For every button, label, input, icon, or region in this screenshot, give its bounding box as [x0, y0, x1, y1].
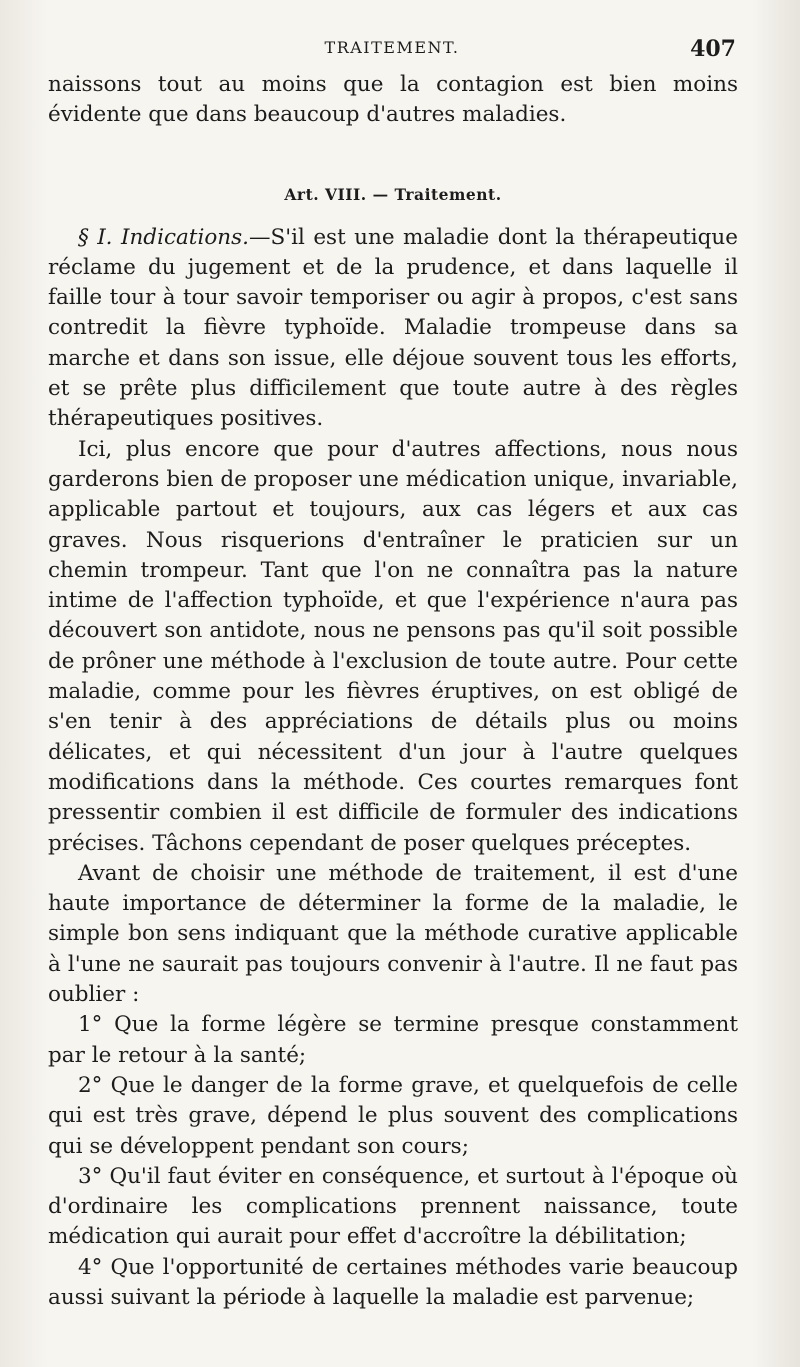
intro-paragraph: naissons tout au moins que la contagion est bien moins évidente que dans beaucoup d'autres maladies. [48, 72, 738, 128]
article-heading: Art. VIII. — Traitement. [284, 184, 502, 204]
section-paragraph-1 [48, 223, 738, 435]
list-item-1: 1° Que la forme légère se termine presque constamment par le retour à la santé; [48, 1012, 738, 1068]
section-label: § I. Indications. [78, 224, 249, 250]
page-body [48, 70, 738, 1313]
section-paragraph-1-text: —S'il est une maladie dont la thérapeutique réclame du jugement et de la prudence, et dans laquelle il faille tour à tour savoir temporiser ou agir à propos, c'est sans contredit la fièvre typhoïde. Maladie trompeuse dans sa marche et dans son issue, elle déjoue souvent tous les efforts, et se prête plus difficilement que toute autre à des règles thérapeutiques positives. [48, 224, 738, 432]
page-number: 407 [690, 36, 736, 62]
list-item-2: 2° Que le danger de la forme grave, et quelquefois de celle qui est très grave, dépend le plus souvent des complications qui se développent pendant son cours; [48, 1072, 738, 1159]
section-paragraph-2: Ici, plus encore que pour d'autres affections, nous nous garderons bien de proposer une médication unique, invariable, applicable partout et toujours, aux cas légers et aux cas graves. Nous risquerions d'entraîner le praticien sur un chemin trompeur. Tant que l'on ne connaîtra pas la nature intime de l'affection typhoïde, et que l'expérience n'aura pas découvert son antidote, nous ne pensons pas qu'il soit possible de prôner une méthode à l'exclusion de toute autre. Pour cette maladie, comme pour les fièvres éruptives, on est obligé de s'en tenir à des appréciations de détails plus ou moins délicates, et qui nécessitent d'un jour à l'autre quelques modifications dans la méthode. Ces courtes remarques font pressentir combien il est difficile de formuler des indications précises. Tâchons cependant de poser quelques préceptes. [48, 436, 738, 856]
list-item-4: 4° Que l'opportunité de certaines méthodes varie beaucoup aussi suivant la période à laquelle la maladie est parvenue; [48, 1254, 738, 1310]
running-title: TRAITEMENT. [324, 38, 460, 57]
page-header [48, 36, 736, 62]
list-item-3: 3° Qu'il faut éviter en conséquence, et surtout à l'époque où d'ordinaire les complications prennent naissance, toute médication qui aurait pour effet d'accroître la débilitation; [48, 1163, 738, 1250]
section-paragraph-3: Avant de choisir une méthode de traitement, il est d'une haute importance de déterminer la forme de la maladie, le simple bon sens indiquant que la méthode curative applicable à l'une ne saurait pas toujours convenir à l'autre. Il ne faut pas oublier : [48, 860, 738, 1008]
